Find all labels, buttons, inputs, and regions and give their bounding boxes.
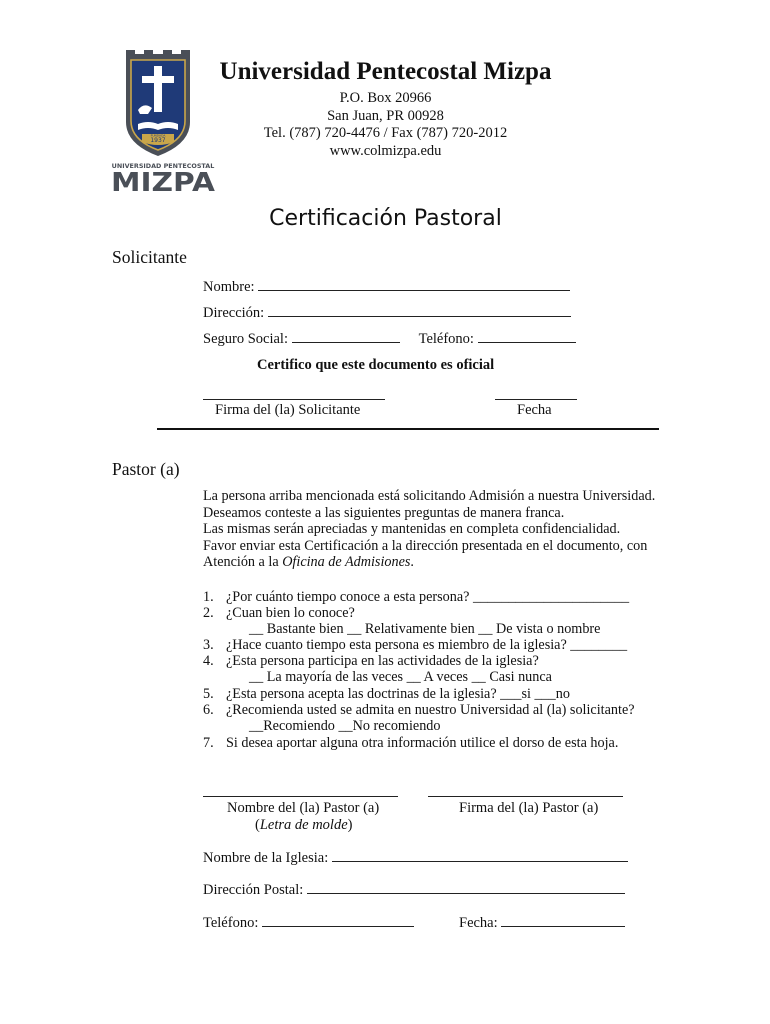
question-5[interactable]: 5. ¿Esta persona acepta las doctrinas de la iglesia? ___si ___no — [203, 686, 570, 702]
intro-line-4: Favor enviar esta Certificación a la dirección presentada en el documento, con — [203, 537, 648, 554]
nombre-field[interactable] — [258, 278, 570, 291]
nombre-pastor-label: Nombre del (la) Pastor (a) — [227, 800, 380, 816]
logo-cross-horizontal — [142, 76, 174, 83]
intro-line-5: Atención a la Oficina de Admisiones. — [203, 554, 414, 571]
university-logo — [108, 44, 218, 194]
telefono-label: Teléfono: — [418, 331, 478, 347]
certifico-statement: Certifico que este documento es oficial — [257, 357, 495, 373]
direccion-postal-field[interactable] — [307, 881, 625, 894]
nombre-label: Nombre: — [203, 279, 259, 295]
address-line-4: www.colmizpa.edu — [329, 143, 442, 159]
logo-cross-vertical — [154, 66, 162, 112]
firma-solicitante-line[interactable] — [203, 399, 385, 400]
iglesia-label: Nombre de la Iglesia: — [203, 850, 332, 866]
address-line-2: San Juan, PR 00928 — [327, 108, 444, 124]
question-4-options[interactable]: __ La mayoría de las veces __ A veces __ Casi nunca — [249, 669, 552, 685]
fecha-solicitante-line[interactable] — [495, 399, 577, 400]
direccion-postal-row — [203, 881, 625, 899]
fecha-pastor-field[interactable] — [501, 914, 625, 927]
telefono-pastor-field[interactable] — [262, 914, 414, 927]
intro-line-1: La persona arriba mencionada está solicitando Admisión a nuestra Universidad. — [203, 488, 656, 504]
direccion-field[interactable] — [268, 304, 571, 317]
letra-molde-note: (Letra de molde) — [255, 817, 353, 833]
logo-small-text: UNIVERSIDAD PENTECOSTAL — [111, 162, 215, 170]
telefono-field[interactable] — [478, 330, 576, 343]
direccion-postal-label: Dirección Postal: — [203, 882, 307, 898]
address-line-3: Tel. (787) 720-4476 / Fax (787) 720-2012 — [263, 125, 508, 141]
oficina-admisiones: Oficina de Admisiones — [282, 554, 411, 571]
direccion-row — [203, 304, 571, 322]
question-6-options[interactable]: __Recomiendo __No recomiendo — [249, 718, 441, 734]
logo-big-text: MIZPA — [111, 168, 215, 194]
firma-pastor-line[interactable] — [428, 796, 623, 797]
telefono-pastor-row — [203, 914, 414, 932]
seguro-telefono-row — [203, 330, 576, 348]
question-6: 6. ¿Recomienda usted se admita en nuestro Universidad al (la) solicitante? — [203, 702, 635, 718]
logo-year: 1937 — [150, 137, 166, 144]
telefono-pastor-label: Teléfono: — [203, 915, 262, 931]
intro-line-2: Deseamos conteste a las siguientes preguntas de manera franca. — [203, 504, 565, 521]
nombre-pastor-line[interactable] — [203, 796, 398, 797]
seguro-social-field[interactable] — [292, 330, 400, 343]
institution-name: Universidad Pentecostal Mizpa — [219, 58, 552, 85]
pastor-intro — [203, 488, 663, 571]
fecha-solicitante-label: Fecha — [517, 402, 552, 418]
question-2: 2. ¿Cuan bien lo conoce? — [203, 605, 355, 621]
firma-pastor-label: Firma del (la) Pastor (a) — [459, 800, 599, 816]
seguro-social-label: Seguro Social: — [203, 331, 292, 347]
intro-line-3: Las mismas serán apreciadas y mantenidas en completa confidencialidad. — [203, 521, 621, 538]
direccion-label: Dirección: — [203, 305, 268, 321]
logo-founded: FUNDADA — [150, 133, 166, 138]
question-3: 3. ¿Hace cuanto tiempo esta persona es miembro de la iglesia? ________ — [203, 637, 628, 653]
document-title: Certificación Pastoral — [269, 206, 502, 231]
iglesia-row — [203, 849, 628, 867]
address-line-1: P.O. Box 20966 — [339, 90, 432, 106]
firma-solicitante-label: Firma del (la) Solicitante — [215, 402, 361, 418]
section-pastor-heading: Pastor (a) — [112, 459, 180, 479]
nombre-row — [203, 278, 570, 296]
fecha-pastor-label: Fecha: — [459, 915, 502, 931]
question-7: 7. Si desea aportar alguna otra información utilice el dorso de esta hoja. — [203, 735, 619, 751]
question-2-options[interactable]: __ Bastante bien __ Relativamente bien __ De vista o nombre — [249, 621, 601, 637]
iglesia-field[interactable] — [332, 849, 628, 862]
section-divider — [157, 428, 659, 430]
question-4: 4. ¿Esta persona participa en las actividades de la iglesia? — [203, 653, 539, 669]
section-solicitante-heading: Solicitante — [112, 247, 187, 267]
fecha-pastor-row — [459, 914, 625, 932]
question-1: 1. ¿Por cuánto tiempo conoce a esta persona? ______________________ — [203, 589, 630, 605]
